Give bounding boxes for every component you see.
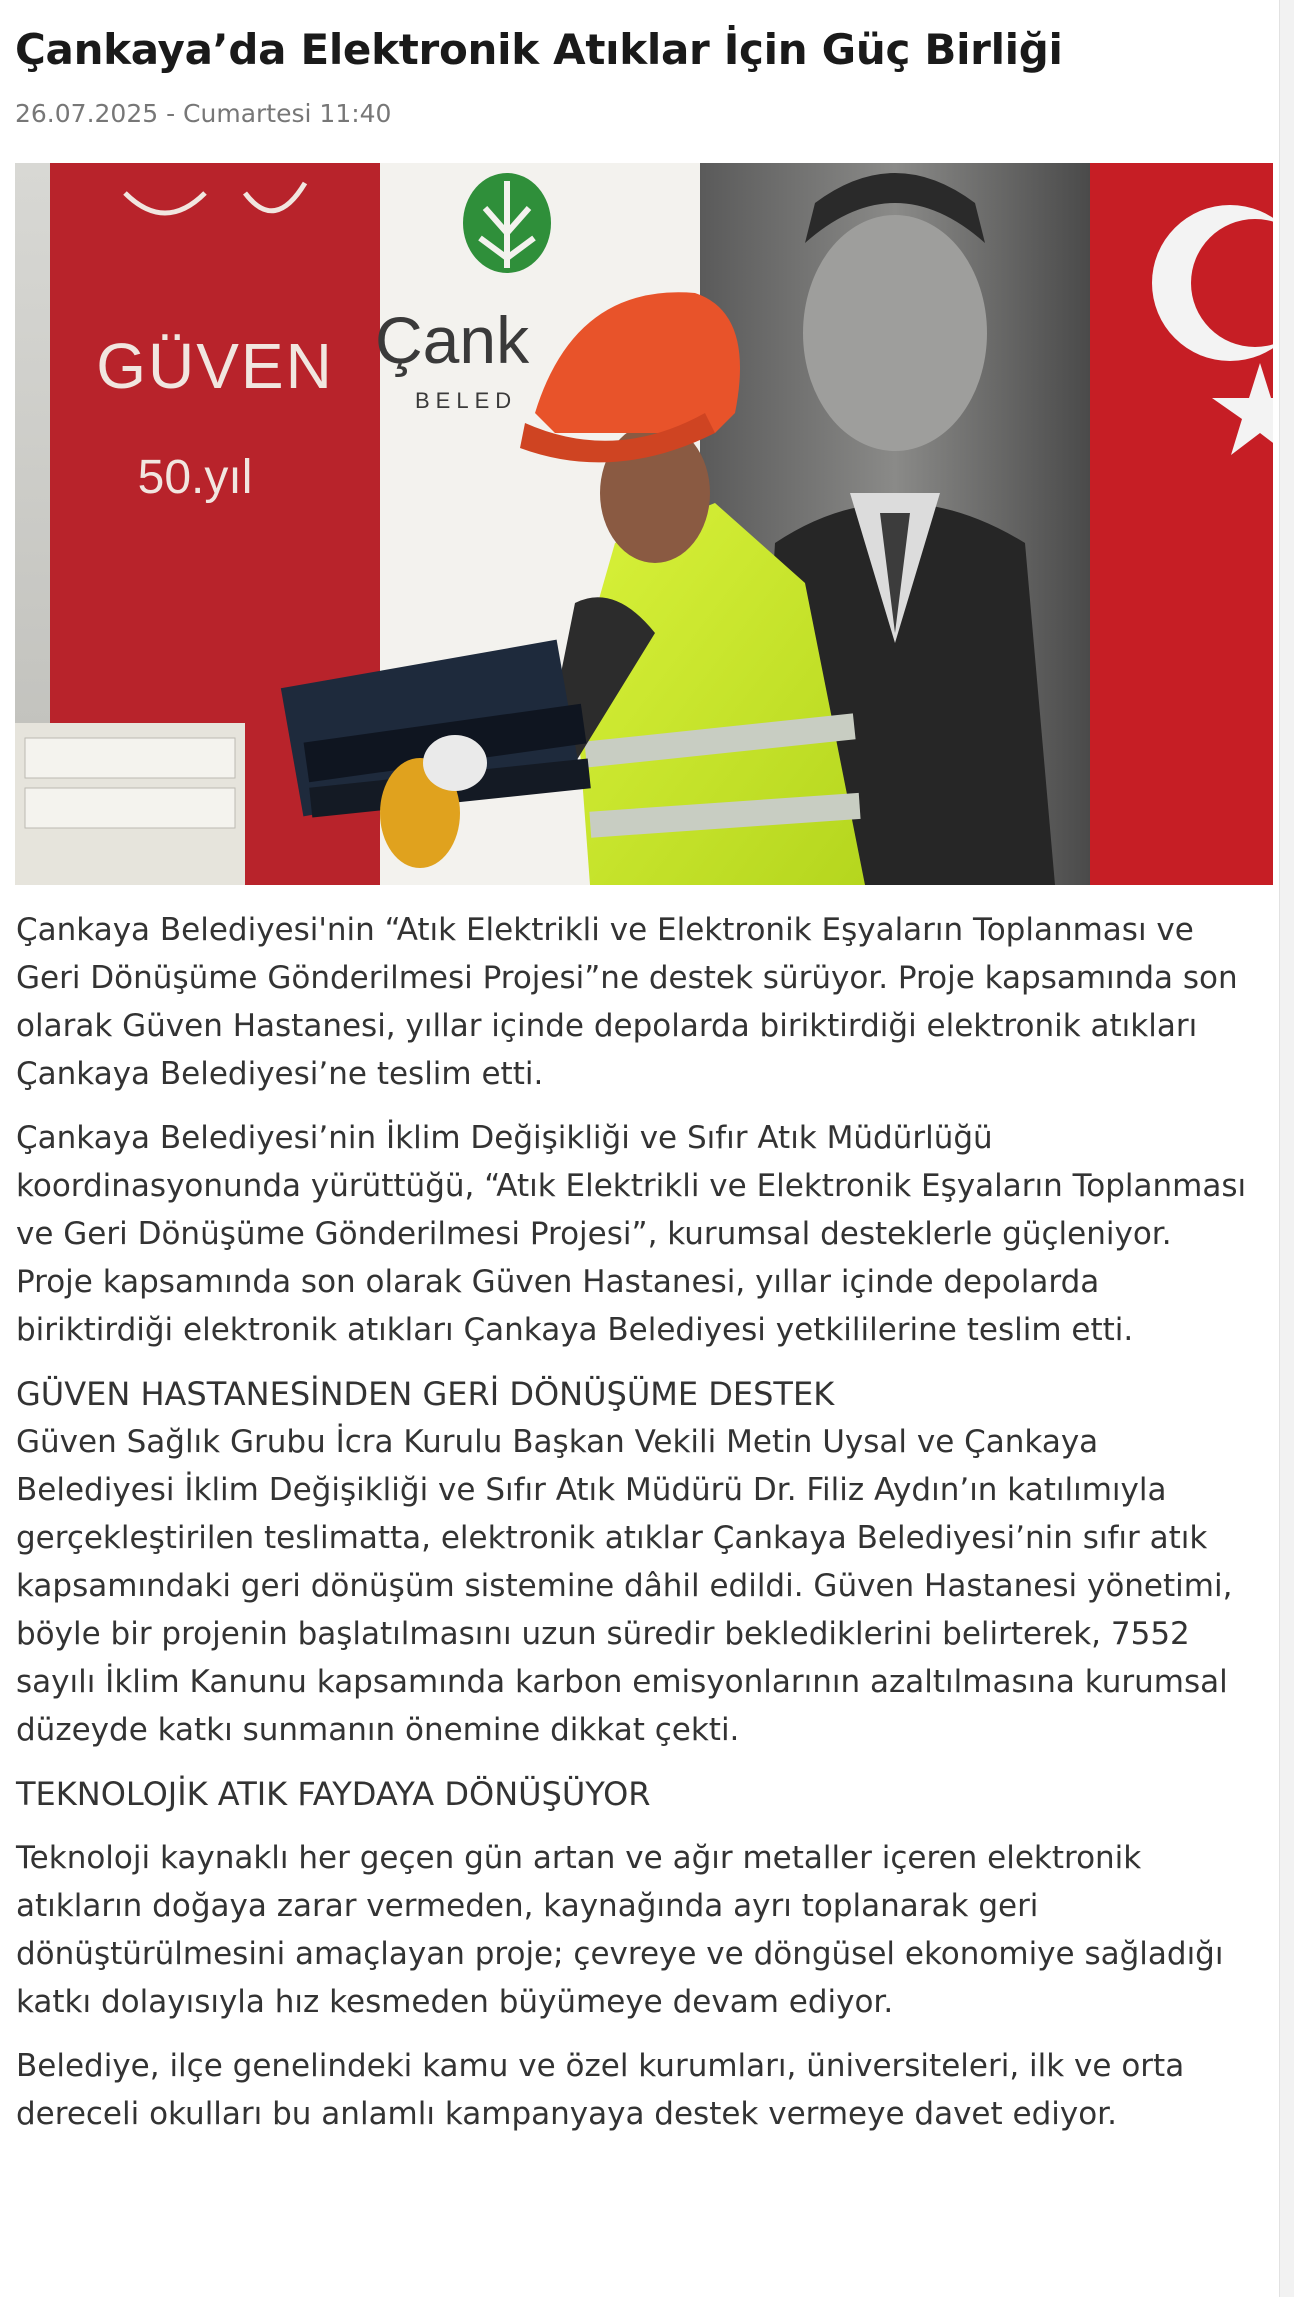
paragraph-3: Güven Sağlık Grubu İcra Kurulu Başkan Vekili Metin Uysal ve Çankaya Belediyesi İklim Değişikliği ve Sıfır Atık Müdürü Dr. Filiz Aydın’ın katılımıyla gerçekleştirilen teslimatta, elektronik atıklar Çankaya Belediyesi’nin sıfır atık kapsamındaki geri dönüşüm sistemine dâhil edildi. Güven Hastanesi yönetimi, böyle bir projenin başlatılmasını uzun süredir beklediklerini belirterek, 7552 sayılı İklim Kanunu kapsamında karbon emisyonlarının azaltılmasına kurumsal düzeyde katkı sunmanın önemine dikkat çekti.: [16, 1424, 1233, 1748]
scrollbar[interactable]: [1279, 0, 1294, 2297]
banner-center-text: Çank: [375, 303, 530, 377]
article-photo: [15, 163, 1273, 885]
paragraph-5: Belediye, ilçe genelindeki kamu ve özel kurumları, üniversiteleri, ilk ve orta dereceli okulları bu anlamlı kampanyaya destek vermeye davet ediyor.: [16, 2048, 1185, 2132]
paragraph-4: Teknoloji kaynaklı her geçen gün artan ve ağır metaller içeren elektronik atıkların doğaya zarar vermeden, kaynağında ayrı toplanarak geri dönüştürülmesini amaçlayan proje; çevreye ve döngüsel ekonomiye sağladığı katkı dolayısıyla hız kesmeden büyümeye devam ediyor.: [16, 1840, 1224, 2020]
banner-center-sub: BELED: [415, 388, 518, 413]
paragraph-2: Çankaya Belediyesi’nin İklim Değişikliği ve Sıfır Atık Müdürlüğü koordinasyonunda yürüttüğü, “Atık Elektrikli ve Elektronik Eşyaların Toplanması ve Geri Dönüşüme Gönderilmesi Projesi”, kurumsal desteklerle güçleniyor. Proje kapsamında son olarak Güven Hastanesi, yıllar içinde depolarda biriktirdiği elektronik atıkları Çankaya Belediyesi yetkililerine teslim etti.: [16, 1120, 1247, 1348]
section-heading-1: GÜVEN HASTANESİNDEN GERİ DÖNÜŞÜME DESTEK: [16, 1375, 835, 1413]
article-date: 26.07.2025 - Cumartesi 11:40: [15, 99, 392, 128]
section-heading-2: TEKNOLOJİK ATIK FAYDAYA DÖNÜŞÜYOR: [16, 1775, 651, 1813]
banner-left-text: GÜVEN: [96, 330, 334, 402]
article-body: [16, 906, 1256, 2154]
article-title: Çankaya’da Elektronik Atıklar İçin Güç Birliği: [15, 25, 1063, 74]
paragraph-1: Çankaya Belediyesi'nin “Atık Elektrikli ve Elektronik Eşyaların Toplanması ve Geri Dönüşüme Gönderilmesi Projesi”ne destek sürüyor. Proje kapsamında son olarak Güven Hastanesi, yıllar içinde depolarda biriktirdiği elektronik atıkları Çankaya Belediyesi’ne teslim etti.: [16, 912, 1238, 1092]
banner-left-sub: 50.yıl: [137, 451, 253, 504]
